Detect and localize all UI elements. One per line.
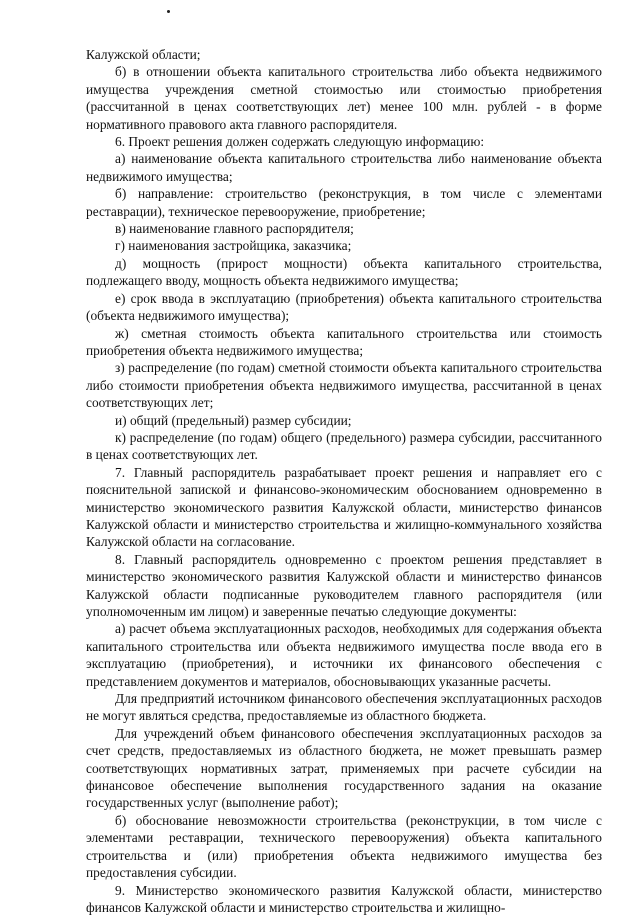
paragraph: Калужской области; [86, 46, 602, 63]
paragraph: д) мощность (прирост мощности) объекта капитального строительства, подлежащего вводу, мощность объекта недвижимого имущества; [86, 255, 602, 290]
paragraph: а) расчет объема эксплуатационных расходов, необходимых для содержания объекта капитального строительства или объекта недвижимого имущества после ввода его в эксплуатацию (приобретения), и источники их финансового обеспечения с представлением документов и материалов, обосновывающих указанные расчеты. [86, 620, 602, 690]
paragraph: Для учреждений объем финансового обеспечения эксплуатационных расходов за счет средств, предоставляемых из областного бюджета, не может превышать размер соответствующих нормативных затрат, применяемых при расчете субсидии на финансовое обеспечение выполнения государственного задания на оказание государственных услуг (выполнение работ); [86, 725, 602, 812]
paragraph: б) направление: строительство (реконструкция, в том числе с элементами реставрации), техническое перевооружение, приобретение; [86, 185, 602, 220]
paragraph: б) в отношении объекта капитального строительства либо объекта недвижимого имущества учреждения сметной стоимостью или стоимостью приобретения (рассчитанной в ценах соответствующих лет) менее 100 млн. рублей - в форме нормативного правового акта главного распорядителя. [86, 63, 602, 133]
paragraph: 9. Министерство экономического развития Калужской области, министерство финансов Калужской области и министерство строительства и жилищно- [86, 882, 602, 916]
paragraph: 6. Проект решения должен содержать следующую информацию: [86, 133, 602, 150]
paragraph: 8. Главный распорядитель одновременно с проектом решения представляет в министерство экономического развития Калужской области и министерство финансов Калужской области подписанные руководителем главного распорядителя (или уполномоченным им лицом) и заверенные печатью следующие документы: [86, 551, 602, 621]
scan-speck [167, 10, 170, 13]
paragraph: и) общий (предельный) размер субсидии; [86, 412, 602, 429]
paragraph: 7. Главный распорядитель разрабатывает проект решения и направляет его с пояснительной запиской и финансово-экономическим обоснованием одновременно в министерство экономического развития Калужской области, министерство финансов Калужской области и министерство строительства и жилищно-коммунального хозяйства Калужской области на согласование. [86, 464, 602, 551]
paragraph: Для предприятий источником финансового обеспечения эксплуатационных расходов не могут являться средства, предоставляемые из областного бюджета. [86, 690, 602, 725]
document-body [86, 46, 602, 916]
paragraph: г) наименования застройщика, заказчика; [86, 237, 602, 254]
paragraph: ж) сметная стоимость объекта капитального строительства или стоимость приобретения объекта недвижимого имущества; [86, 325, 602, 360]
paragraph: а) наименование объекта капитального строительства либо наименование объекта недвижимого имущества; [86, 150, 602, 185]
paragraph: е) срок ввода в эксплуатацию (приобретения) объекта капитального строительства (объекта недвижимого имущества); [86, 290, 602, 325]
paragraph: з) распределение (по годам) сметной стоимости объекта капитального строительства либо стоимости приобретения объекта недвижимого имущества, рассчитанной в ценах соответствующих лет; [86, 359, 602, 411]
paragraph: к) распределение (по годам) общего (предельного) размера субсидии, рассчитанного в ценах соответствующих лет. [86, 429, 602, 464]
paragraph: в) наименование главного распорядителя; [86, 220, 602, 237]
paragraph: б) обоснование невозможности строительства (реконструкции, в том числе с элементами реставрации, технического перевооружения) объекта капитального строительства и (или) приобретения объекта недвижимого имущества без предоставления субсидии. [86, 812, 602, 882]
